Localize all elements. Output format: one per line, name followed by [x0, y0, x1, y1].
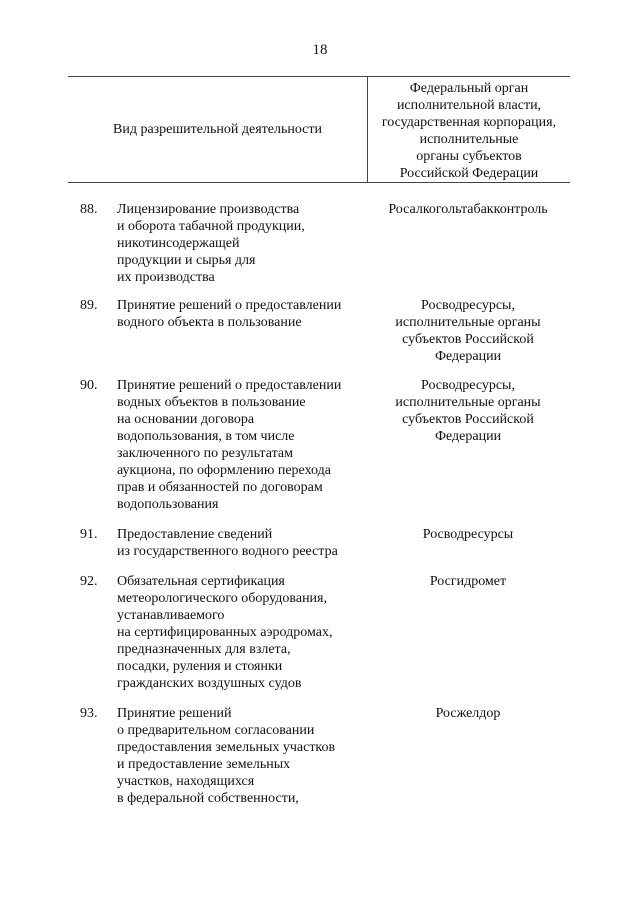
activity-line: Обязательная сертификация	[117, 574, 285, 589]
activity-line: Принятие решений о предоставлении	[117, 378, 342, 393]
activity-line: водных объектов в пользование	[117, 395, 306, 410]
row-number: 92.	[80, 574, 98, 589]
row-activity	[117, 705, 367, 807]
activity-line: и оборота табачной продукции,	[117, 219, 305, 234]
activity-line: и предоставление земельных	[117, 757, 291, 772]
activity-line: прав и обязанностей по договорам	[117, 480, 323, 495]
activity-line: устанавливаемого	[117, 608, 225, 623]
row-number: 93.	[80, 706, 98, 721]
activity-line: Принятие решений о предоставлении	[117, 298, 342, 313]
activity-line: водопользования, в том числе	[117, 429, 295, 444]
table-top-border	[68, 76, 570, 77]
activity-line: участков, находящихся	[117, 774, 255, 789]
authority-line: Росжелдор	[435, 706, 501, 721]
header-authority-line: исполнительной власти,	[396, 98, 542, 113]
header-authority	[368, 80, 570, 182]
row-authority	[368, 201, 568, 218]
authority-line: Росводресурсы,	[421, 298, 515, 313]
authority-line: Росалкогольтабакконтроль	[388, 202, 548, 217]
table-header-bottom-border	[68, 182, 570, 183]
row-activity	[117, 526, 367, 560]
authority-line: Росгидромет	[429, 574, 507, 589]
row-activity	[117, 377, 367, 513]
authority-line: Росводресурсы,	[421, 378, 515, 393]
activity-line: аукциона, по оформлению перехода	[117, 463, 331, 478]
header-authority-line: органы субъектов	[416, 149, 522, 164]
activity-line: никотинсодержащей	[117, 236, 240, 251]
activity-line: их производства	[117, 270, 215, 285]
page-number: 18	[312, 42, 328, 58]
authority-line: Федерации	[434, 429, 502, 444]
header-authority-line: государственная корпорация,	[381, 115, 557, 130]
activity-line: о предварительном согласовании	[117, 723, 315, 738]
activity-line: предоставления земельных участков	[117, 740, 336, 755]
activity-line: гражданских воздушных судов	[117, 676, 302, 691]
activity-line: на сертифицированных аэродромах,	[117, 625, 333, 640]
row-number: 90.	[80, 378, 98, 393]
activity-line: Предоставление сведений	[117, 527, 273, 542]
activity-line: на основании договора	[117, 412, 255, 427]
activity-line: в федеральной собственности,	[117, 791, 299, 806]
row-authority	[368, 377, 568, 445]
activity-line: водопользования	[117, 497, 219, 512]
row-authority	[368, 705, 568, 722]
row-number: 91.	[80, 527, 98, 542]
row-number: 88.	[80, 202, 98, 217]
row-authority	[368, 297, 568, 365]
authority-line: исполнительные органы	[395, 395, 541, 410]
row-authority	[368, 573, 568, 590]
activity-line: Принятие решений	[117, 706, 232, 721]
authority-line: исполнительные органы	[395, 315, 541, 330]
row-activity	[117, 297, 367, 331]
authority-line: Росводресурсы	[422, 527, 514, 542]
header-authority-line: Российской Федерации	[399, 166, 539, 181]
activity-line: метеорологического оборудования,	[117, 591, 327, 606]
activity-line: продукции и сырья для	[117, 253, 256, 268]
authority-line: субъектов Российской	[402, 332, 534, 347]
header-activity-type: Вид разрешительной деятельности	[112, 122, 322, 137]
row-number: 89.	[80, 298, 98, 313]
activity-line: водного объекта в пользование	[117, 315, 302, 330]
header-authority-line: Федеральный орган	[409, 81, 529, 96]
activity-line: из государственного водного реестра	[117, 544, 338, 559]
activity-line: заключенного по результатам	[117, 446, 293, 461]
authority-line: субъектов Российской	[402, 412, 534, 427]
authority-line: Федерации	[434, 349, 502, 364]
row-activity	[117, 573, 367, 692]
activity-line: посадки, руления и стоянки	[117, 659, 283, 674]
activity-line: предназначенных для взлета,	[117, 642, 291, 657]
row-authority	[368, 526, 568, 543]
activity-line: Лицензирование производства	[117, 202, 300, 217]
row-activity	[117, 201, 367, 286]
header-authority-line: исполнительные	[419, 132, 519, 147]
